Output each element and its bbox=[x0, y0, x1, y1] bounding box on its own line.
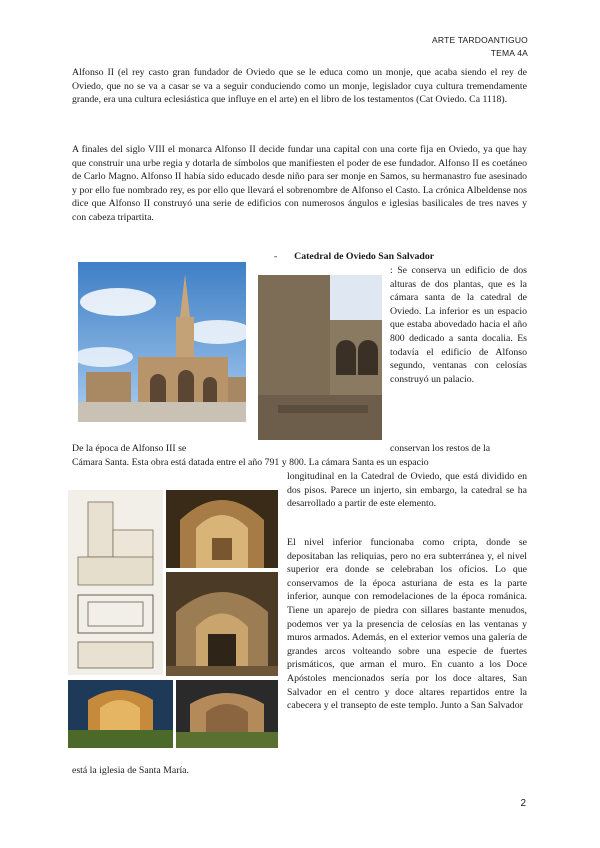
reconstruction-render-right bbox=[176, 680, 278, 748]
crypt-interior-photo bbox=[166, 490, 278, 568]
paragraph-alfonso-ii: Alfonso II (el rey casto gran fundador de Oviedo que se le educa como un monje, que acaba siendo el rey de Oviedo, que no se va a casar se va a seguir conduciendo como un monje, legislador cuya cultura tremendamente grande, era una cultura eclesiástica que influye en el arte) en el libro de los testamentos (Cat Oviedo. Ca 1118). bbox=[72, 67, 527, 106]
header-course: ARTE TARDOANTIGUO bbox=[432, 35, 528, 45]
reconstruction-render-left bbox=[68, 680, 173, 748]
upper-chamber-photo bbox=[166, 572, 278, 676]
paragraph-camara-santa-line: Cámara Santa. Esta obra está datada entre el año 791 y 800. La cámara Santa es un espacio bbox=[72, 457, 429, 468]
paragraph-santa-maria: está la iglesia de Santa María. bbox=[72, 765, 189, 776]
bullet-title: Catedral de Oviedo San Salvador bbox=[294, 251, 435, 262]
header-unit: TEMA 4A bbox=[490, 48, 528, 58]
paragraph-camara-santa-rest: longitudinal en la Catedral de Oviedo, que está dividido en dos pisos. Parece un injerto, sin embargo, la catedral se ha desarrollado a partir de este elemento. bbox=[287, 471, 527, 510]
camara-santa-exterior-photo bbox=[258, 275, 382, 440]
bullet-catedral-line1 bbox=[274, 250, 527, 264]
camara-santa-plan-drawing bbox=[68, 490, 163, 675]
paragraph-alfonso-iii-start: De la época de Alfonso III se bbox=[72, 443, 187, 454]
bullet-catedral-text: : Se conserva un edificio de dos alturas de dos plantas, que es la cámara santa de la catedral de Oviedo. La inferior es un espacio que estaba abovedado hacia el año 800 dedicado a santa docalia. Es todavía el edificio de Alfonso segundo, ventanas con celosías construyó un palacio. bbox=[390, 265, 527, 385]
paragraph-capital-oviedo: A finales del siglo VIII el monarca Alfonso II decide fundar una capital con una corte fija en Oviedo, ya que hay que construir una urbe regia y dotarla de símbolos que manifiesten el poder de ese fundador. Alfonso II es coetáneo de Carlo Magno. Alfonso II había sido educado desde niño para ser monje en Samos, su hermanastro fue asesinado y por ello fue nombrado rey, es por ello que llevará el sobrenombre de Alfonso el Casto. La crónica Albeldense nos dice que Alfonso II construyó una serie de edificios con numerosos ángulos e iglesias basilicales de tres naves y con cabeza tripartita. bbox=[72, 144, 527, 223]
cathedral-exterior-photo bbox=[78, 262, 246, 422]
paragraph-nivel-inferior: El nivel inferior funcionaba como cripta, donde se depositaban las reliquias, pero no era subterránea y, el nivel superior era donde se celebraban los oficios. Lo que conservamos de la época asturiana de esta es la parte inferior, aunque con remodelaciones de la época románica. Tiene un aparejo de piedra con sillares bastante menudos, podemos ver ya la presencia de celosías en las ventanas y muros armados. Además, en el exterior vemos una galería de grandes arcos volteando sobre una especie de fuertes prismáticos, que arman el muro. En cuanto a los Doce Apóstoles mencionados sería por los doce altares, San Salvador en el centro y doce altares repartidos entre la cabecera y el transepto de este templo. Junto a San Salvador bbox=[287, 537, 527, 712]
page-number: 2 bbox=[520, 798, 526, 809]
paragraph-alfonso-iii-cont: conservan los restos de la bbox=[390, 443, 491, 454]
bullet-dash: - bbox=[274, 251, 278, 262]
page-header bbox=[432, 34, 528, 60]
